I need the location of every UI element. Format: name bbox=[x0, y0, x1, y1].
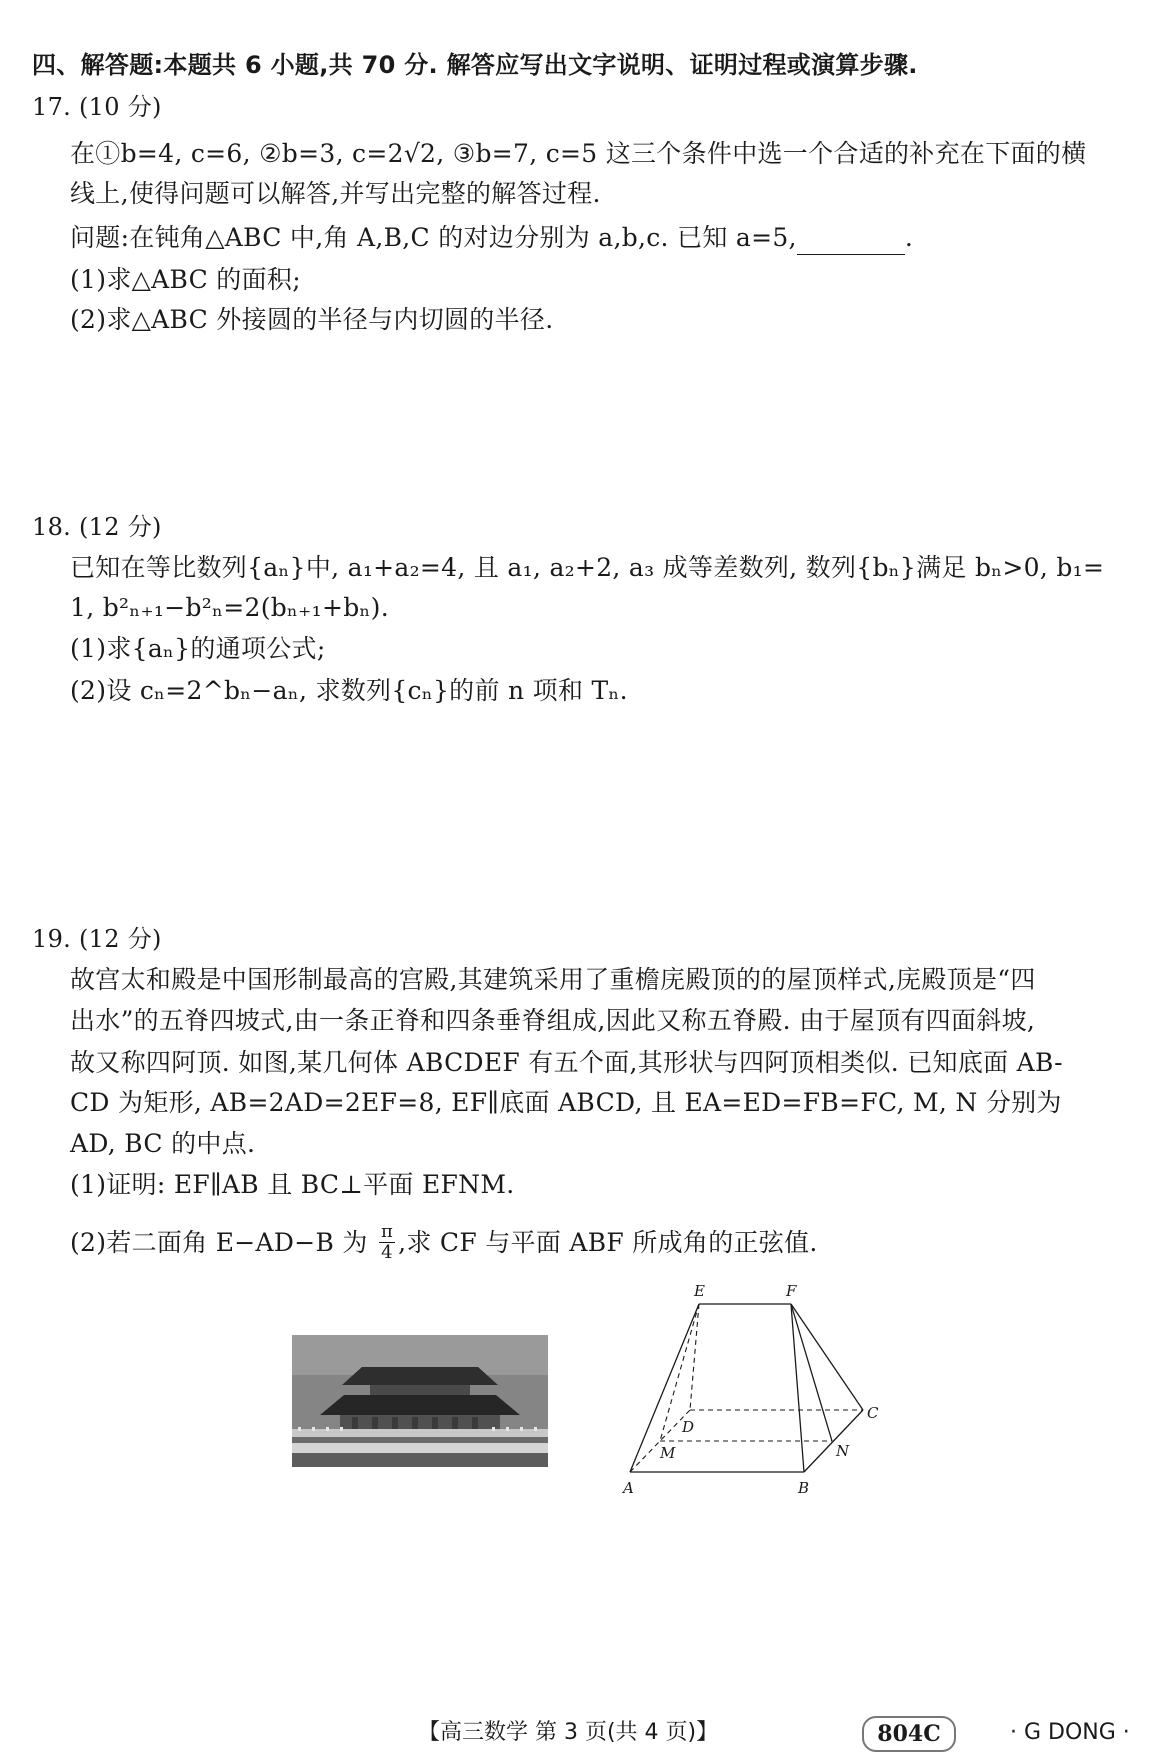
footer-page-info: 【高三数学 第 3 页(共 4 页)】 bbox=[418, 1720, 719, 1745]
geometry-figure bbox=[620, 1280, 890, 1505]
q17-part-2: (2)求△ABC 外接圆的半径与内切圆的半径. bbox=[70, 305, 554, 334]
q17-number: 17. (10 分) bbox=[32, 93, 162, 121]
palace-illustration bbox=[292, 1335, 548, 1467]
q17-part-1: (1)求△ABC 的面积; bbox=[70, 265, 301, 294]
edge-fc bbox=[791, 1304, 863, 1410]
q19-part-2-pre: (2)若二面角 E−AD−B 为 bbox=[70, 1228, 368, 1257]
answer-blank bbox=[797, 228, 905, 255]
polyhedron-diagram bbox=[620, 1280, 890, 1505]
q18-part-2: (2)设 cₙ=2^bₙ−aₙ, 求数列{cₙ}的前 n 项和 Tₙ. bbox=[70, 676, 628, 705]
edge-ed-hidden bbox=[690, 1304, 699, 1410]
q19-line-4: CD 为矩形, AB=2AD=2EF=8, EF∥底面 ABCD, 且 EA=ED=FB=FC, M, N 分别为 bbox=[70, 1088, 1062, 1117]
q17-problem bbox=[70, 221, 913, 255]
q18-line-2: 1, b²ₙ₊₁−b²ₙ=2(bₙ₊₁+bₙ). bbox=[70, 593, 389, 622]
hall-of-supreme-harmony-photo bbox=[292, 1335, 548, 1467]
edge-fb bbox=[791, 1304, 804, 1472]
q19-part-2 bbox=[70, 1221, 818, 1265]
edge-bc bbox=[804, 1410, 863, 1472]
label-b: B bbox=[798, 1479, 810, 1497]
fraction-numerator: π bbox=[380, 1221, 394, 1242]
q17-intro-line-2: 线上,使得问题可以解答,并写出完整的解答过程. bbox=[70, 179, 601, 208]
q18-line-1: 已知在等比数列{aₙ}中, a₁+a₂=4, 且 a₁, a₂+2, a₃ 成等差数列, 数列{bₙ}满足 bₙ>0, b₁= bbox=[70, 553, 1105, 582]
q17-problem-end: . bbox=[904, 223, 914, 252]
label-m: M bbox=[660, 1444, 676, 1462]
q19-part-2-post: ,求 CF 与平面 ABF 所成角的正弦值. bbox=[398, 1228, 818, 1257]
q18-part-1: (1)求{aₙ}的通项公式; bbox=[70, 634, 326, 663]
exam-code-badge: 804C bbox=[862, 1716, 956, 1752]
fraction-denominator: 4 bbox=[381, 1242, 393, 1263]
footer-brand: · G DONG · bbox=[1010, 1720, 1130, 1745]
label-d: D bbox=[682, 1418, 695, 1436]
label-e: E bbox=[694, 1282, 705, 1300]
fraction-pi-over-4 bbox=[379, 1222, 395, 1263]
q19-number: 19. (12 分) bbox=[32, 925, 162, 953]
label-n: N bbox=[836, 1442, 850, 1460]
q19-line-5: AD, BC 的中点. bbox=[70, 1129, 256, 1158]
q18-number: 18. (12 分) bbox=[32, 513, 162, 541]
label-f: F bbox=[786, 1282, 797, 1300]
edge-fn bbox=[791, 1304, 832, 1441]
q17-intro-line-1: 在①b=4, c=6, ②b=3, c=2√2, ③b=7, c=5 这三个条件中选一个合适的补充在下面的横 bbox=[70, 139, 1087, 168]
q19-line-1: 故宫太和殿是中国形制最高的宫殿,其建筑采用了重檐庑殿顶的的屋顶样式,庑殿顶是“四 bbox=[70, 965, 1036, 994]
label-a: A bbox=[623, 1479, 634, 1497]
q19-line-2: 出水”的五脊四坡式,由一条正脊和四条垂脊组成,因此又称五脊殿. 由于屋顶有四面斜坡, bbox=[70, 1006, 1036, 1035]
q17-problem-text: 问题:在钝角△ABC 中,角 A,B,C 的对边分别为 a,b,c. 已知 a=5, bbox=[70, 223, 797, 252]
section-heading: 四、解答题:本题共 6 小题,共 70 分. 解答应写出文字说明、证明过程或演算步骤. bbox=[32, 51, 918, 79]
q19-part-1: (1)证明: EF∥AB 且 BC⊥平面 EFNM. bbox=[70, 1170, 515, 1199]
q19-line-3: 故又称四阿顶. 如图,某几何体 ABCDEF 有五个面,其形状与四阿顶相类似. 已知底面 AB- bbox=[70, 1048, 1063, 1077]
label-c: C bbox=[867, 1404, 879, 1422]
